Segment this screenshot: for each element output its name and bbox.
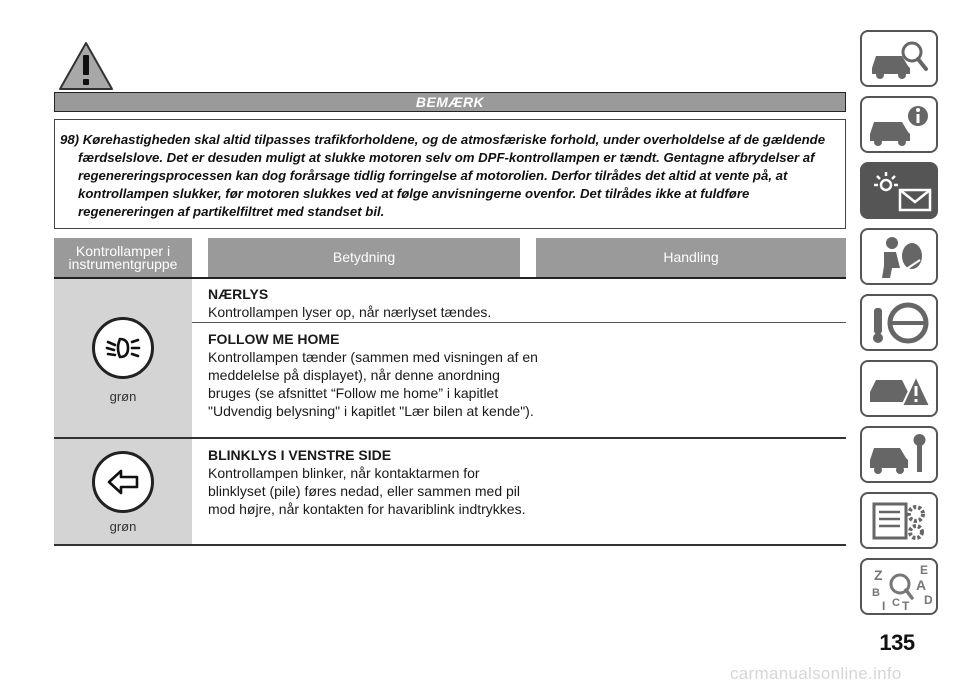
table-entry: [208, 446, 538, 518]
chapter-tab-4[interactable]: [860, 228, 938, 285]
car-wrench-icon: [862, 428, 936, 481]
entry-text: Kontrollampen tænder (sammen med visningen af en meddelelse på displayet), når denne anordning bruges (se afsnittet “Follow me home” i kapitlet "Udvendig belysning" i kapitlet "Lær bilen at kende").: [208, 349, 538, 419]
warning-light-message-icon: [862, 164, 936, 217]
steering-wheel-key-icon: [862, 296, 936, 349]
index-alphabet-icon: [862, 560, 936, 613]
table-row-lamp-cell: [54, 279, 192, 437]
svg-text:D: D: [924, 593, 933, 607]
svg-text:A: A: [916, 577, 927, 593]
entry-text: Kontrollampen lyser op, når nærlyset tændes.: [208, 304, 492, 320]
chapter-tab-6[interactable]: [860, 360, 938, 417]
car-info-icon: [862, 98, 936, 151]
specs-gear-icon: [862, 494, 936, 547]
chapter-tab-7[interactable]: [860, 426, 938, 483]
row-divider: [192, 322, 846, 323]
note-text: 98) Kørehastigheden skal altid tilpasses trafikforholdene, og de atmosfæriske forhold, under overholdelse af de gældende færdselslove. Det er desuden muligt at slukke motoren selv om DPF-kontrollampen er tændt. Gentagne afbrydelser af regenereringsprocessen kan dog forårsage tidlig forringelse af motorolien. Derfor tilrådes det altid at vente på, at kontrollampen slukker, før motoren slukkes ved at følge anvisningerne ovenfor. Det tilrådes ikke at fuldføre regenereringen af partikelfiltret med standset bil.: [60, 132, 826, 219]
note-box: [54, 119, 846, 229]
table-entry: [208, 330, 538, 420]
chapter-tab-2[interactable]: [860, 96, 938, 153]
car-search-icon: [862, 32, 936, 85]
svg-text:T: T: [902, 599, 910, 613]
svg-text:I: I: [882, 599, 886, 613]
lamp-color-label: grøn: [109, 519, 137, 534]
table-bottom-rule: [54, 544, 846, 546]
watermark: carmanualsonline.info: [730, 664, 902, 683]
table-header-action: Handling: [536, 238, 846, 277]
table-entry: [208, 285, 538, 321]
chapter-tab-8[interactable]: [860, 492, 938, 549]
lamp-color-label: grøn: [109, 389, 137, 404]
chapter-tab-5[interactable]: [860, 294, 938, 351]
warning-triangle-icon: [57, 40, 115, 92]
car-warning-triangle-icon: [862, 362, 936, 415]
svg-text:E: E: [920, 563, 929, 577]
chapter-tab-1[interactable]: [860, 30, 938, 87]
chapter-tab-3[interactable]: [860, 162, 938, 219]
entry-text: Kontrollampen blinker, når kontaktarmen for blinklyset (pile) føres nedad, eller sammen med pil mod højre, når kontakten for havariblink indtrykkes.: [208, 465, 526, 517]
table-header-lamps: Kontrollamper i instrumentgruppe: [54, 238, 192, 277]
table-row-lamp-cell: [54, 439, 192, 544]
lamp-icon-frame: [92, 451, 154, 513]
left-turn-signal-icon: [95, 454, 151, 510]
svg-text:Z: Z: [874, 567, 883, 583]
note-heading: BEMÆRK: [54, 92, 846, 112]
svg-text:C: C: [892, 597, 900, 609]
lamp-icon-frame: [92, 317, 154, 379]
airbag-person-icon: [862, 230, 936, 283]
chapter-tab-9[interactable]: [860, 558, 938, 615]
entry-title: NÆRLYS: [208, 286, 269, 302]
low-beam-icon: [95, 320, 151, 376]
svg-text:B: B: [872, 587, 880, 599]
entry-title: FOLLOW ME HOME: [208, 331, 340, 347]
table-header-meaning: Betydning: [208, 238, 520, 277]
entry-title: BLINKLYS I VENSTRE SIDE: [208, 447, 392, 463]
page-number: 135: [879, 630, 915, 655]
